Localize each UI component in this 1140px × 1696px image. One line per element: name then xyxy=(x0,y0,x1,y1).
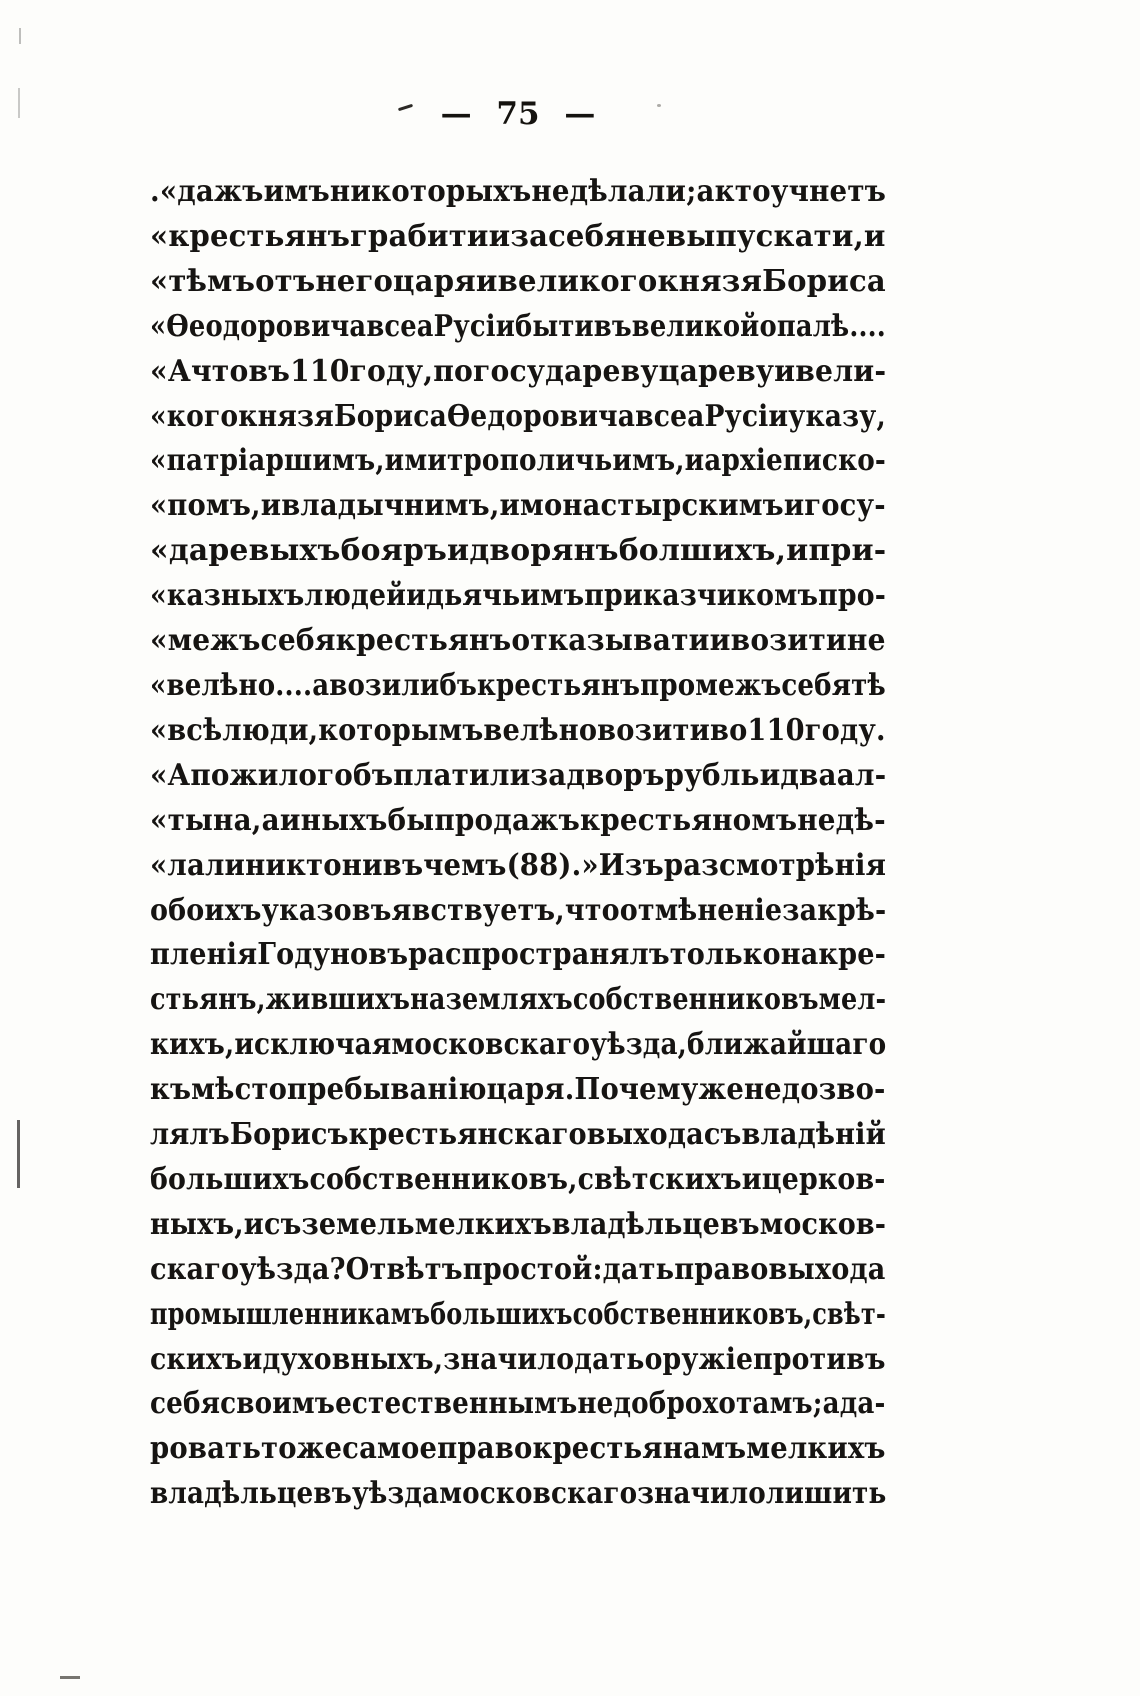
text-line: «лали никто ни въ чемъ (88).» Изъ разсмотрѣнія xyxy=(150,847,887,883)
text-line: «крестьянъ грабити и за себя не выпускати, и xyxy=(150,218,886,254)
text-line: «тѣмъ отъ него царя и великого князя Бориса xyxy=(150,263,886,299)
text-line: большихъ собственниковъ, свѣтскихъ и церков- xyxy=(150,1161,886,1197)
text-line: скаго уѣзда? Отвѣтъ простой: дать право выхода xyxy=(150,1251,886,1287)
text-line: себя своимъ естественнымъ недоброхотамъ; а да- xyxy=(150,1386,886,1422)
text-line: «межъ себя крестьянъ отказывати и возити не xyxy=(150,623,886,659)
text-line: «Ѳеодоровича всеа Русіи быти въ великой опалѣ.... xyxy=(150,308,886,344)
text-line: «кого князя Бориса Ѳедоровича всеа Русіи указу, xyxy=(150,398,886,434)
scan-artifact-margin-tick xyxy=(18,88,20,118)
text-block xyxy=(150,170,886,1517)
text-line: кихъ, исключая московскаго уѣзда, ближайшаго xyxy=(150,1027,887,1063)
text-line: ровать то же самое право крестьянамъ мелкихъ xyxy=(150,1431,886,1467)
text-line: лялъ Борисъ крестьянскаго выхода съ владѣній xyxy=(150,1117,886,1153)
text-line: «тына, а иныхъ бы продажъ крестьяномъ не дѣ- xyxy=(150,802,886,838)
scan-artifact-dash xyxy=(60,1676,80,1679)
text-line: «помъ, и владычнимъ, и монастырскимъ и госу- xyxy=(150,488,886,524)
text-line: «А что въ 110 году, по государеву цареву и вели- xyxy=(150,353,887,389)
text-line: стьянъ, жившихъ на земляхъ собственниковъ мел- xyxy=(150,982,887,1018)
scan-artifact-dot xyxy=(657,104,661,107)
text-line: владѣльцевъ уѣзда московскаго значило лишить xyxy=(150,1476,887,1512)
text-line: скихъ и духовныхъ, значило дать оружіе противъ xyxy=(150,1341,886,1377)
page-number: — 75 — xyxy=(440,96,596,132)
text-line: къ мѣстопребыванію царя. Почему же не дозво- xyxy=(150,1072,886,1108)
text-line: ныхъ, и съ земель мелкихъ владѣльцевъ москов- xyxy=(150,1206,887,1242)
text-line: промышленникамъ большихъ собственниковъ, свѣт- xyxy=(150,1296,886,1332)
scan-artifact-margin-tick xyxy=(19,28,21,44)
text-line: «даревыхъ бояръ и дворянъ болшихъ, и при- xyxy=(150,533,887,569)
text-line: «А пожилогобъ платили за дворъ рубль и два ал- xyxy=(150,757,887,793)
text-line: .«дажъ имъ ни которыхъ не дѣлали; а кто учнетъ xyxy=(150,174,887,209)
text-line: пленія Годуновъ распространялъ только на кре- xyxy=(150,937,887,973)
text-line: «патріаршимъ, и митрополичьимъ, и архіеписко- xyxy=(150,443,886,479)
text-line: «казныхъ людей и дьячьимъ приказчикомъ про- xyxy=(150,578,886,614)
scan-artifact-margin-tick xyxy=(17,1120,20,1188)
text-line: обоихъ указовъ явствуетъ, что отмѣненіе закрѣ- xyxy=(150,892,887,928)
text-line: «велѣно.... а возилибъ крестьянъ промежъ себя тѣ xyxy=(150,667,886,703)
text-line: «всѣ люди, которымъ велѣно возити во 110 году. xyxy=(150,712,886,748)
